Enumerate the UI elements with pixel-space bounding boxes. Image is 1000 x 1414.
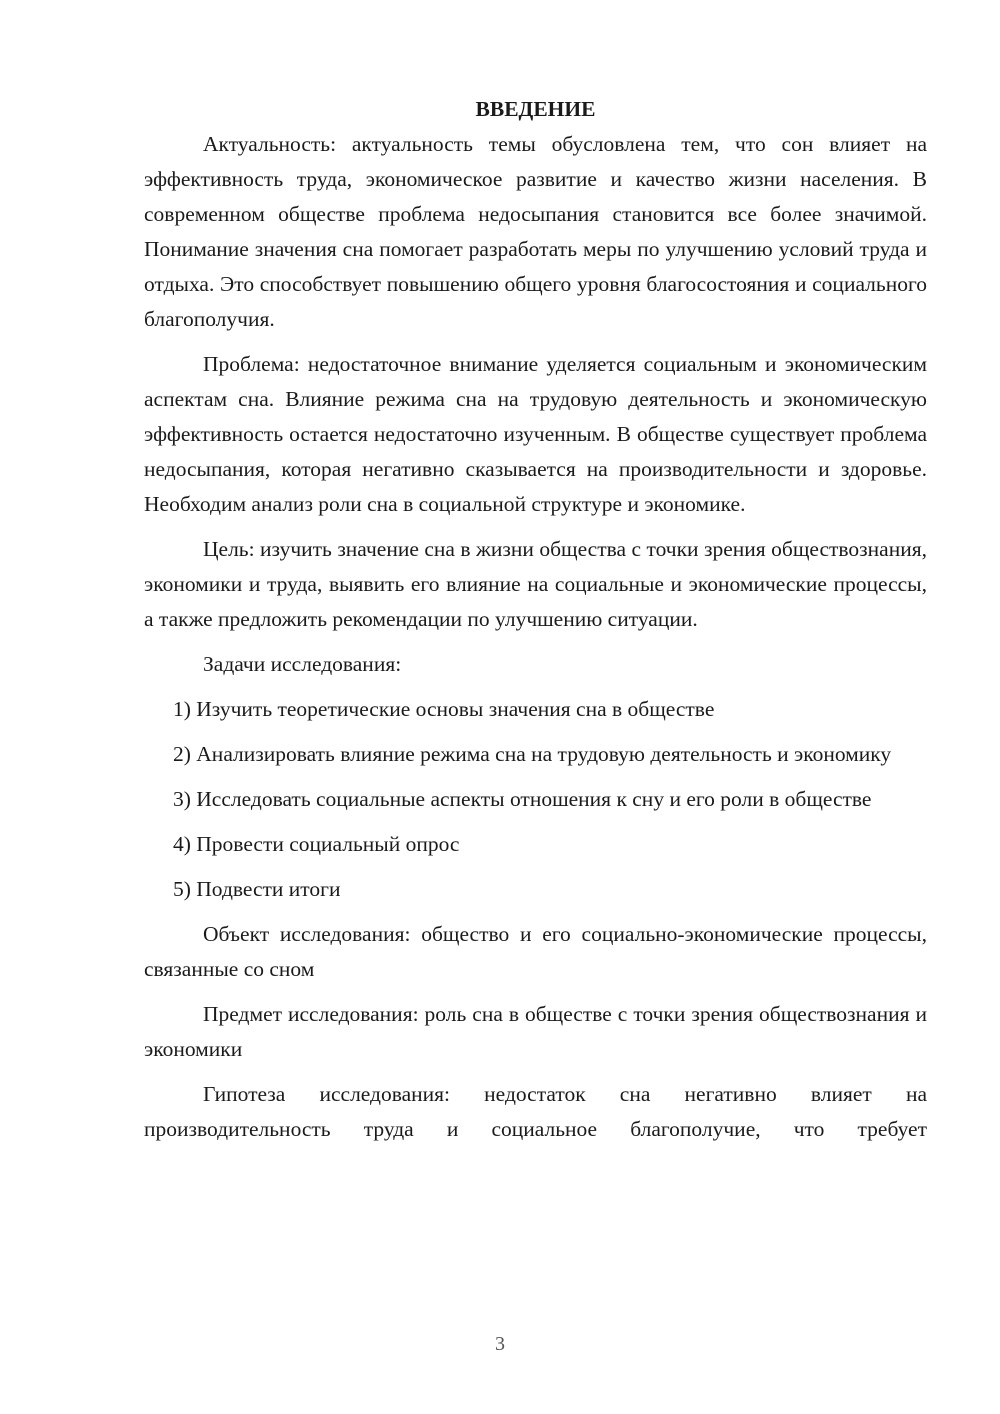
tasks-heading: Задачи исследования:	[203, 652, 402, 676]
task-item-2: 2) Анализировать влияние режима сна на трудовую деятельность и экономику	[173, 742, 892, 766]
paragraph-relevance: Актуальность: актуальность темы обусловлена тем, что сон влияет на эффективность труда, экономическое развитие и качество жизни населения. В современном обществе проблема недосыпания становится все более значимой. Понимание значения сна помогает разработать меры по улучшению условий труда и отдыха. Это способствует повышению общего уровня благосостояния и социального благополучия.	[144, 132, 927, 331]
task-item-4: 4) Провести социальный опрос	[173, 832, 460, 856]
task-item-5: 5) Подвести итоги	[173, 877, 341, 901]
paragraph-object: Объект исследования: общество и его социально-экономические процессы, связанные со сном	[144, 922, 927, 981]
page-number: 3	[495, 1333, 505, 1355]
section-title: ВВЕДЕНИЕ	[475, 97, 596, 121]
paragraph-goal: Цель: изучить значение сна в жизни общества с точки зрения обществознания, экономики и труда, выявить его влияние на социальные и экономические процессы, а также предложить рекомендации по улучшению ситуации.	[144, 537, 927, 631]
paragraph-hypothesis: Гипотеза исследования: недостаток сна негативно влияет на производительность труда и социальное благополучие, что требует	[144, 1082, 927, 1141]
paragraph-problem: Проблема: недостаточное внимание уделяется социальным и экономическим аспектам сна. Влияние режима сна на трудовую деятельность и экономическую эффективность остается недостаточно изученным. В обществе существует проблема недосыпания, которая негативно сказывается на производительности и здоровье. Необходим анализ роли сна в социальной структуре и экономике.	[144, 352, 927, 516]
task-item-1: 1) Изучить теоретические основы значения сна в обществе	[173, 697, 715, 721]
task-item-3: 3) Исследовать социальные аспекты отношения к сну и его роли в обществе	[173, 787, 872, 811]
paragraph-subject: Предмет исследования: роль сна в обществе с точки зрения обществознания и экономики	[144, 1002, 927, 1061]
document-body	[144, 92, 927, 1157]
